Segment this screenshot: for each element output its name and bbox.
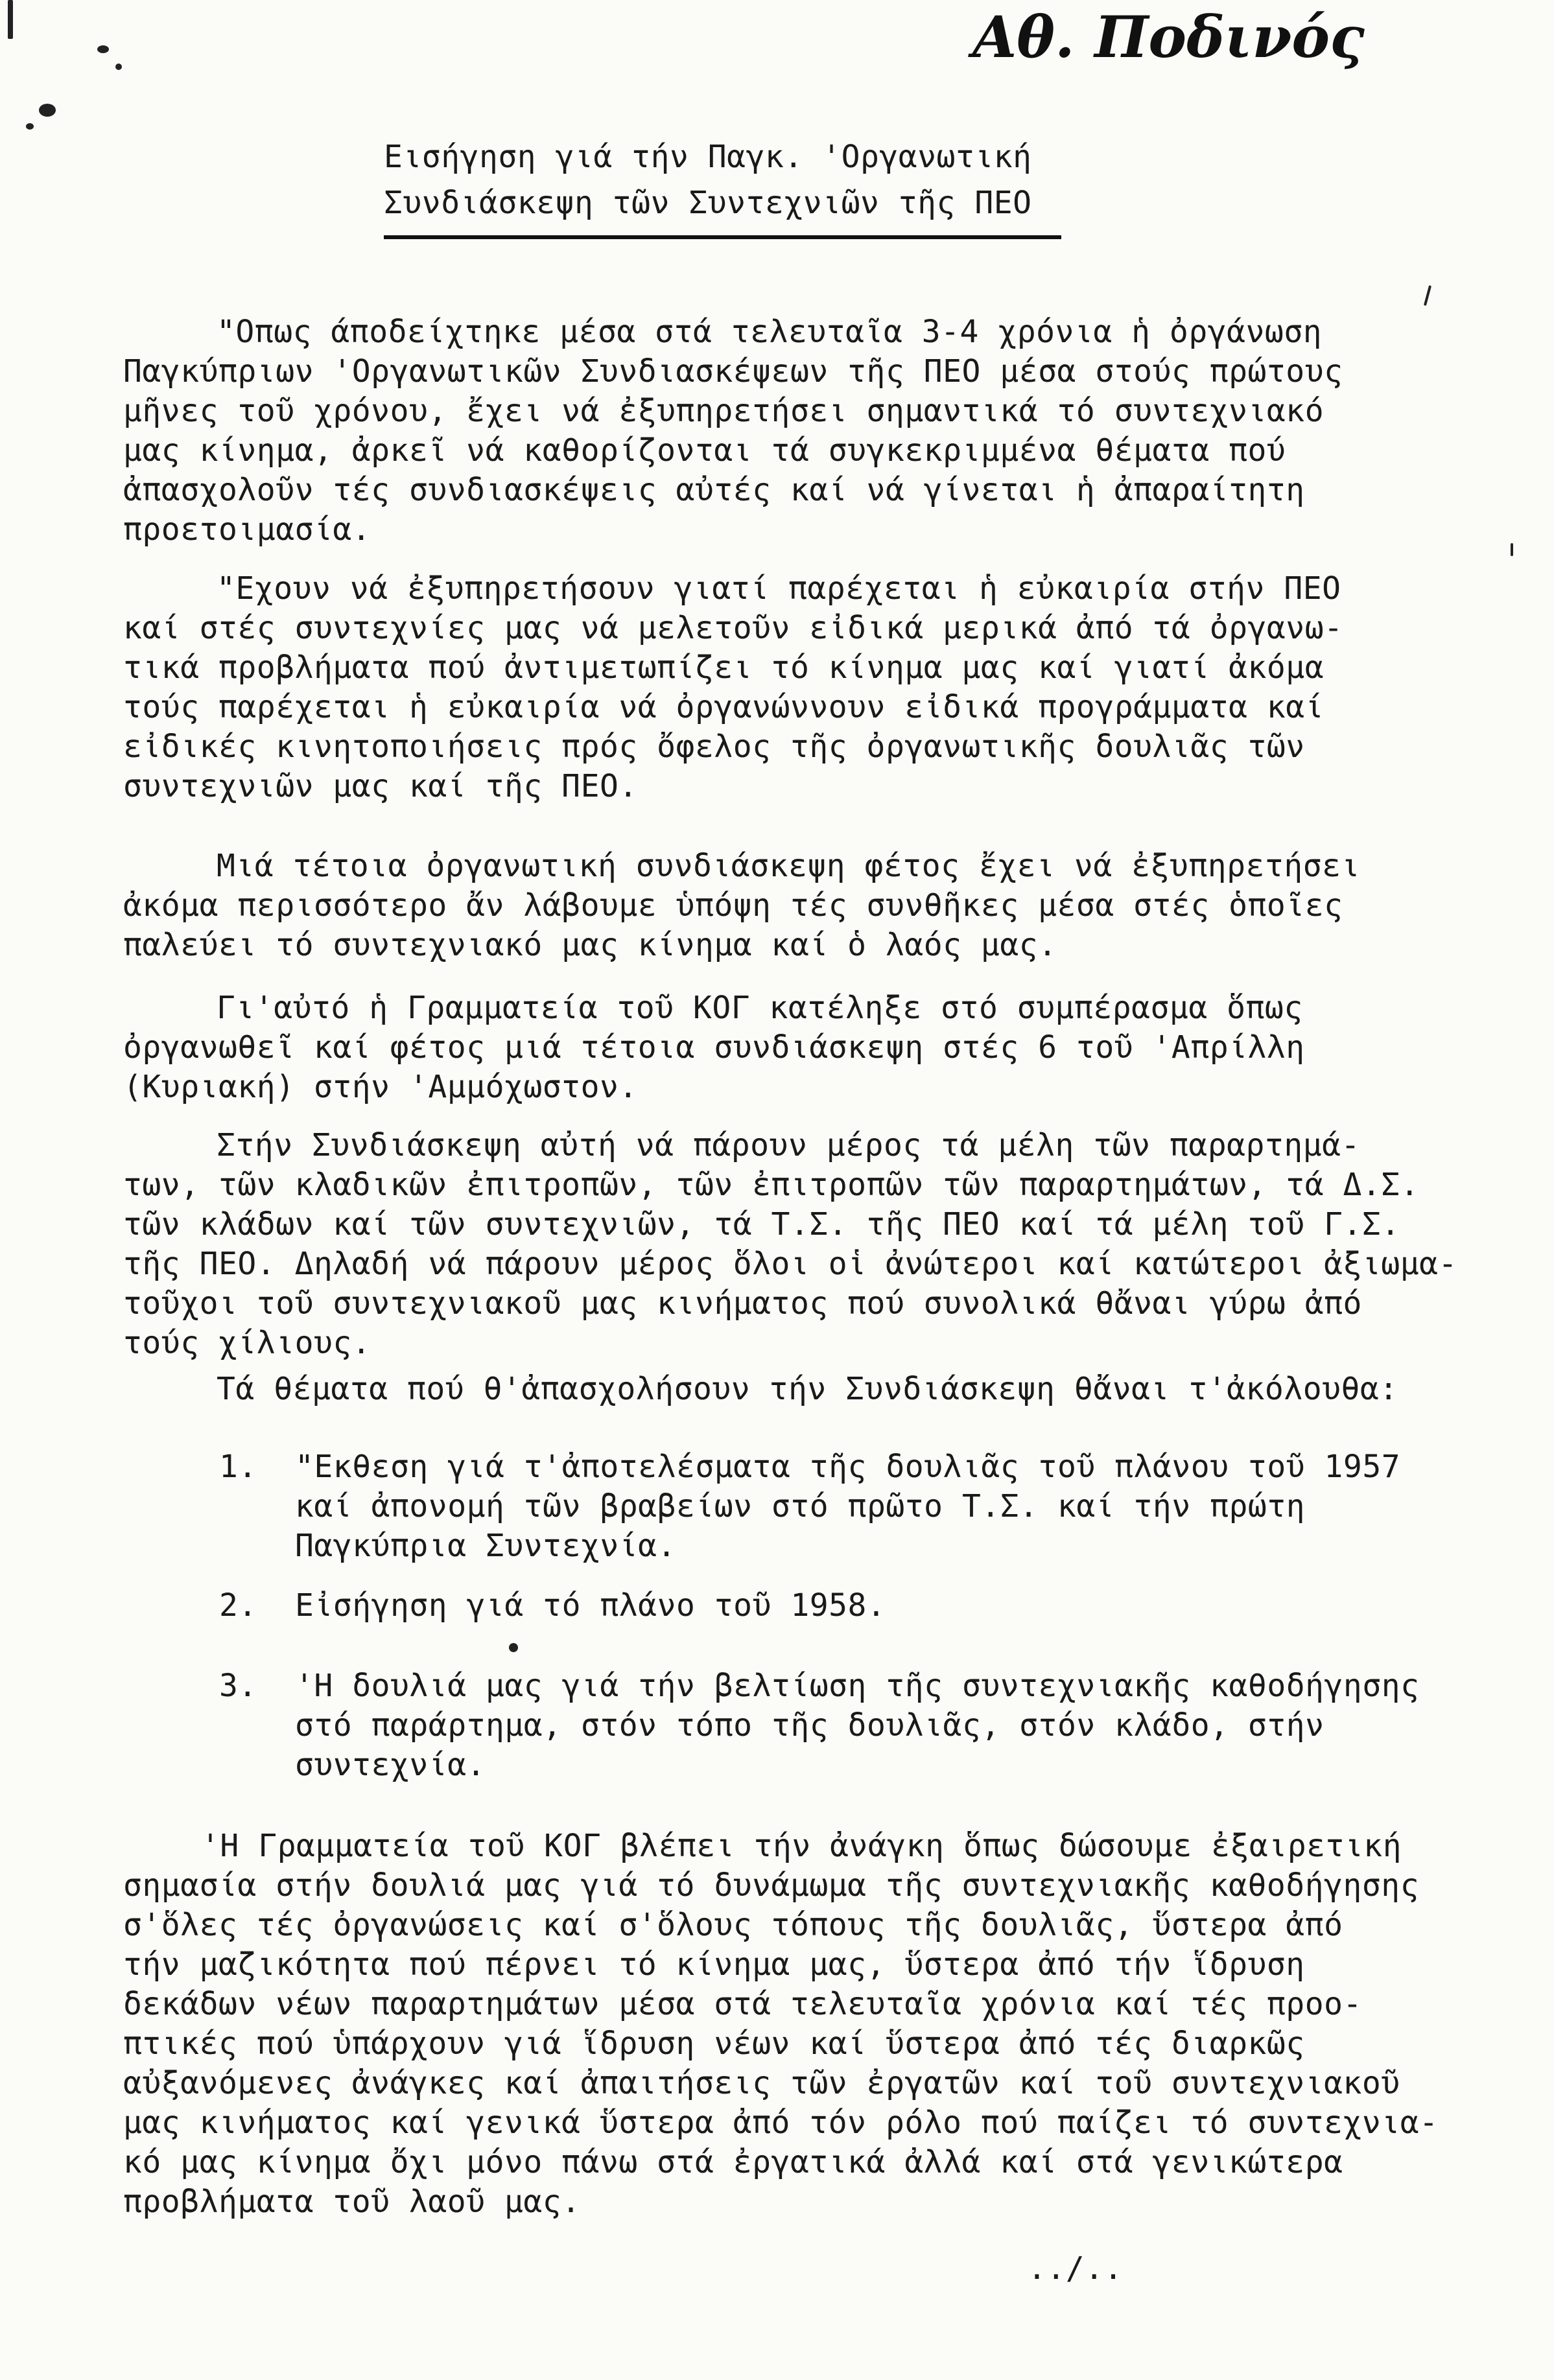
text-line: Στήν Συνδιάσκεψη αὐτή νά πάρουν μέρος τά μέλη τῶν παραρτημά- (217, 1127, 1360, 1163)
text-line: σ'ὅλες τές ὀργανώσεις καί σ'ὅλους τόπους τῆς δουλιᾶς, ὕστερα ἀπό (123, 1907, 1343, 1943)
scan-speck (1424, 285, 1431, 306)
text-line: ἀκόμα περισσότερο ἄν λάβουμε ὑπόψη τές συνθῆκες μέσα στές ὁποῖες (123, 887, 1343, 924)
text-line: τικά προβλήματα πού ἀντιμετωπίζει τό κίνημα μας καί γιατί ἀκόμα (123, 649, 1324, 686)
text-line: Γι'αὐτό ἡ Γραμματεία τοῦ ΚΟΓ κατέληξε στό συμπέρασμα ὅπως (217, 990, 1303, 1026)
text-line: 'Η Γραμματεία τοῦ ΚΟΓ βλέπει τήν ἀνάγκη ὅπως δώσουμε ἐξαιρετική (201, 1828, 1402, 1864)
text-line: Μιά τέτοια ὀργανωτική συνδιάσκεψη φέτος ἔχει νά ἐξυπηρετήσει (217, 848, 1360, 884)
text-line: "Εχουν νά ἐξυπηρετήσουν γιατί παρέχεται ἡ εὐκαιρία στήν ΠΕΟ (217, 570, 1341, 607)
title-line-1: Εισήγηση γιά τήν Παγκ. 'Οργανωτική (384, 139, 1032, 175)
text-line: μῆνες τοῦ χρόνου, ἔχει νά ἐξυπηρετήσει σημαντικά τό συντεχνιακό (123, 393, 1324, 429)
text-line: καί στές συντεχνίες μας νά μελετοῦν εἰδικά μερικά ἀπό τά ὀργανω- (123, 610, 1343, 646)
agenda-intro: Τά θέματα πού θ'ἀπασχολήσουν τήν Συνδιάσκεψη θἄναι τ'ἀκόλουθα: (217, 1371, 1398, 1407)
title-underline (384, 235, 1061, 239)
scan-speck (509, 1643, 518, 1652)
text-line: καί ἀπονομή τῶν βραβείων στό πρῶτο Τ.Σ. καί τήν πρώτη (295, 1488, 1306, 1524)
title-line-2: Συνδιάσκεψη τῶν Συντεχνιῶν τῆς ΠΕΟ (384, 185, 1032, 221)
scan-speck (115, 64, 122, 70)
text-line: Παγκύπριων 'Οργανωτικῶν Συνδιασκέψεων τῆς ΠΕΟ μέσα στούς πρώτους (123, 353, 1343, 390)
text-line: τοῦχοι τοῦ συντεχνιακοῦ μας κινήματος πού συνολικά θἄναι γύρω ἀπό (123, 1285, 1362, 1322)
text-line: προβλήματα τοῦ λαοῦ μας. (123, 2184, 581, 2220)
text-line: "Οπως άποδείχτηκε μέσα στά τελευταῖα 3-4 χρόνια ἡ ὀργάνωση (217, 314, 1323, 350)
text-line: 'Η δουλιά μας γιά τήν βελτίωση τῆς συντεχνιακῆς καθοδήγησης (295, 1668, 1420, 1704)
item-number: 1. (219, 1449, 257, 1485)
text-line: σημασία στήν δουλιά μας γιά τό δυνάμωμα τῆς συντεχνιακῆς καθοδήγησης (123, 1867, 1420, 1904)
text-line: πτικές πού ὑπάρχουν γιά ἵδρυση νέων καί ὕστερα ἀπό τές διαρκῶς (123, 2025, 1305, 2062)
scan-speck-top-left (8, 0, 13, 39)
item-number: 3. (219, 1668, 257, 1704)
text-line: ἀπασχολοῦν τές συνδιασκέψεις αὐτές καί νά γίνεται ἡ ἀπαραίτητη (123, 472, 1305, 508)
text-line: των, τῶν κλαδικῶν ἐπιτροπῶν, τῶν ἐπιτροπῶν τῶν παραρτημάτων, τά Δ.Σ. (123, 1167, 1420, 1203)
text-line: δεκάδων νέων παραρτημάτων μέσα στά τελευταῖα χρόνια καί τές προο- (123, 1986, 1362, 2022)
item-number: 2. (219, 1587, 257, 1624)
text-line: ὀργανωθεῖ καί φέτος μιά τέτοια συνδιάσκεψη στές 6 τοῦ 'Απρίλλη (123, 1029, 1305, 1066)
text-line: παλεύει τό συντεχνιακό μας κίνημα καί ὁ λαός μας. (123, 927, 1057, 963)
text-line: τήν μαζικότητα πού πέρνει τό κίνημα μας, ὕστερα ἀπό τήν ἵδρυση (123, 1946, 1305, 1983)
continuation-mark: ../.. (1028, 2250, 1123, 2287)
text-line: στό παράρτημα, στόν τόπο τῆς δουλιᾶς, στόν κλάδο, στήν (295, 1707, 1324, 1744)
text-line: συντεχνία. (295, 1747, 486, 1783)
text-line: (Κυριακή) στήν 'Αμμόχωστον. (123, 1069, 638, 1105)
scan-speck (97, 45, 109, 53)
text-line: μας κινήματος καί γενικά ὕστερα ἀπό τόν ρόλο πού παίζει τό συντεχνια- (123, 2105, 1439, 2141)
text-line: αὐξανόμενες ἀνάγκες καί ἀπαιτήσεις τῶν ἐργατῶν καί τοῦ συντεχνιακοῦ (123, 2065, 1400, 2101)
text-line: τούς παρέχεται ἡ εὐκαιρία νά ὀργανώννουν εἰδικά πρoγράμματα καί (123, 689, 1324, 725)
text-line: κό μας κίνημα ὄχι μόνο πάνω στά ἐργατικά ἀλλά καί στά γενικώτερα (123, 2144, 1343, 2180)
scan-speck (1511, 543, 1513, 556)
text-line: συντεχνιῶν μας καί τῆς ΠΕΟ. (123, 768, 638, 804)
text-line: προετοιμασία. (123, 511, 371, 548)
text-line: "Εκθεση γιά τ'ἀποτελέσματα τῆς δουλιᾶς τοῦ πλάνου τοῦ 1957 (295, 1449, 1401, 1485)
text-line: τῶν κλάδων καί τῶν συντεχνιῶν, τά Τ.Σ. τῆς ΠΕΟ καί τά μέλη τοῦ Γ.Σ. (123, 1206, 1400, 1242)
text-line: τῆς ΠΕΟ. Δηλαδή νά πάρουν μέρος ὅλοι οἱ ἀνώτεροι καί κατώτεροι ἀξιωμα- (123, 1246, 1457, 1282)
scan-speck (39, 104, 56, 117)
handwritten-note: Αθ. Ποδινός (972, 3, 1365, 71)
text-line: Παγκύπρια Συντεχνία. (295, 1528, 676, 1564)
scan-speck (26, 123, 34, 130)
text-line: Εἰσήγηση γιά τό πλάνο τοῦ 1958. (295, 1587, 886, 1624)
text-line: μας κίνημα, ἀρκεῖ νά καθορίζονται τά συγκεκριμμένα θέματα πού (123, 432, 1286, 469)
text-line: εἰδικές κινητοποιήσεις πρός ὄφελος τῆς ὀργανωτικῆς δουλιᾶς τῶν (123, 729, 1305, 765)
text-line: τούς χίλιους. (123, 1325, 371, 1361)
